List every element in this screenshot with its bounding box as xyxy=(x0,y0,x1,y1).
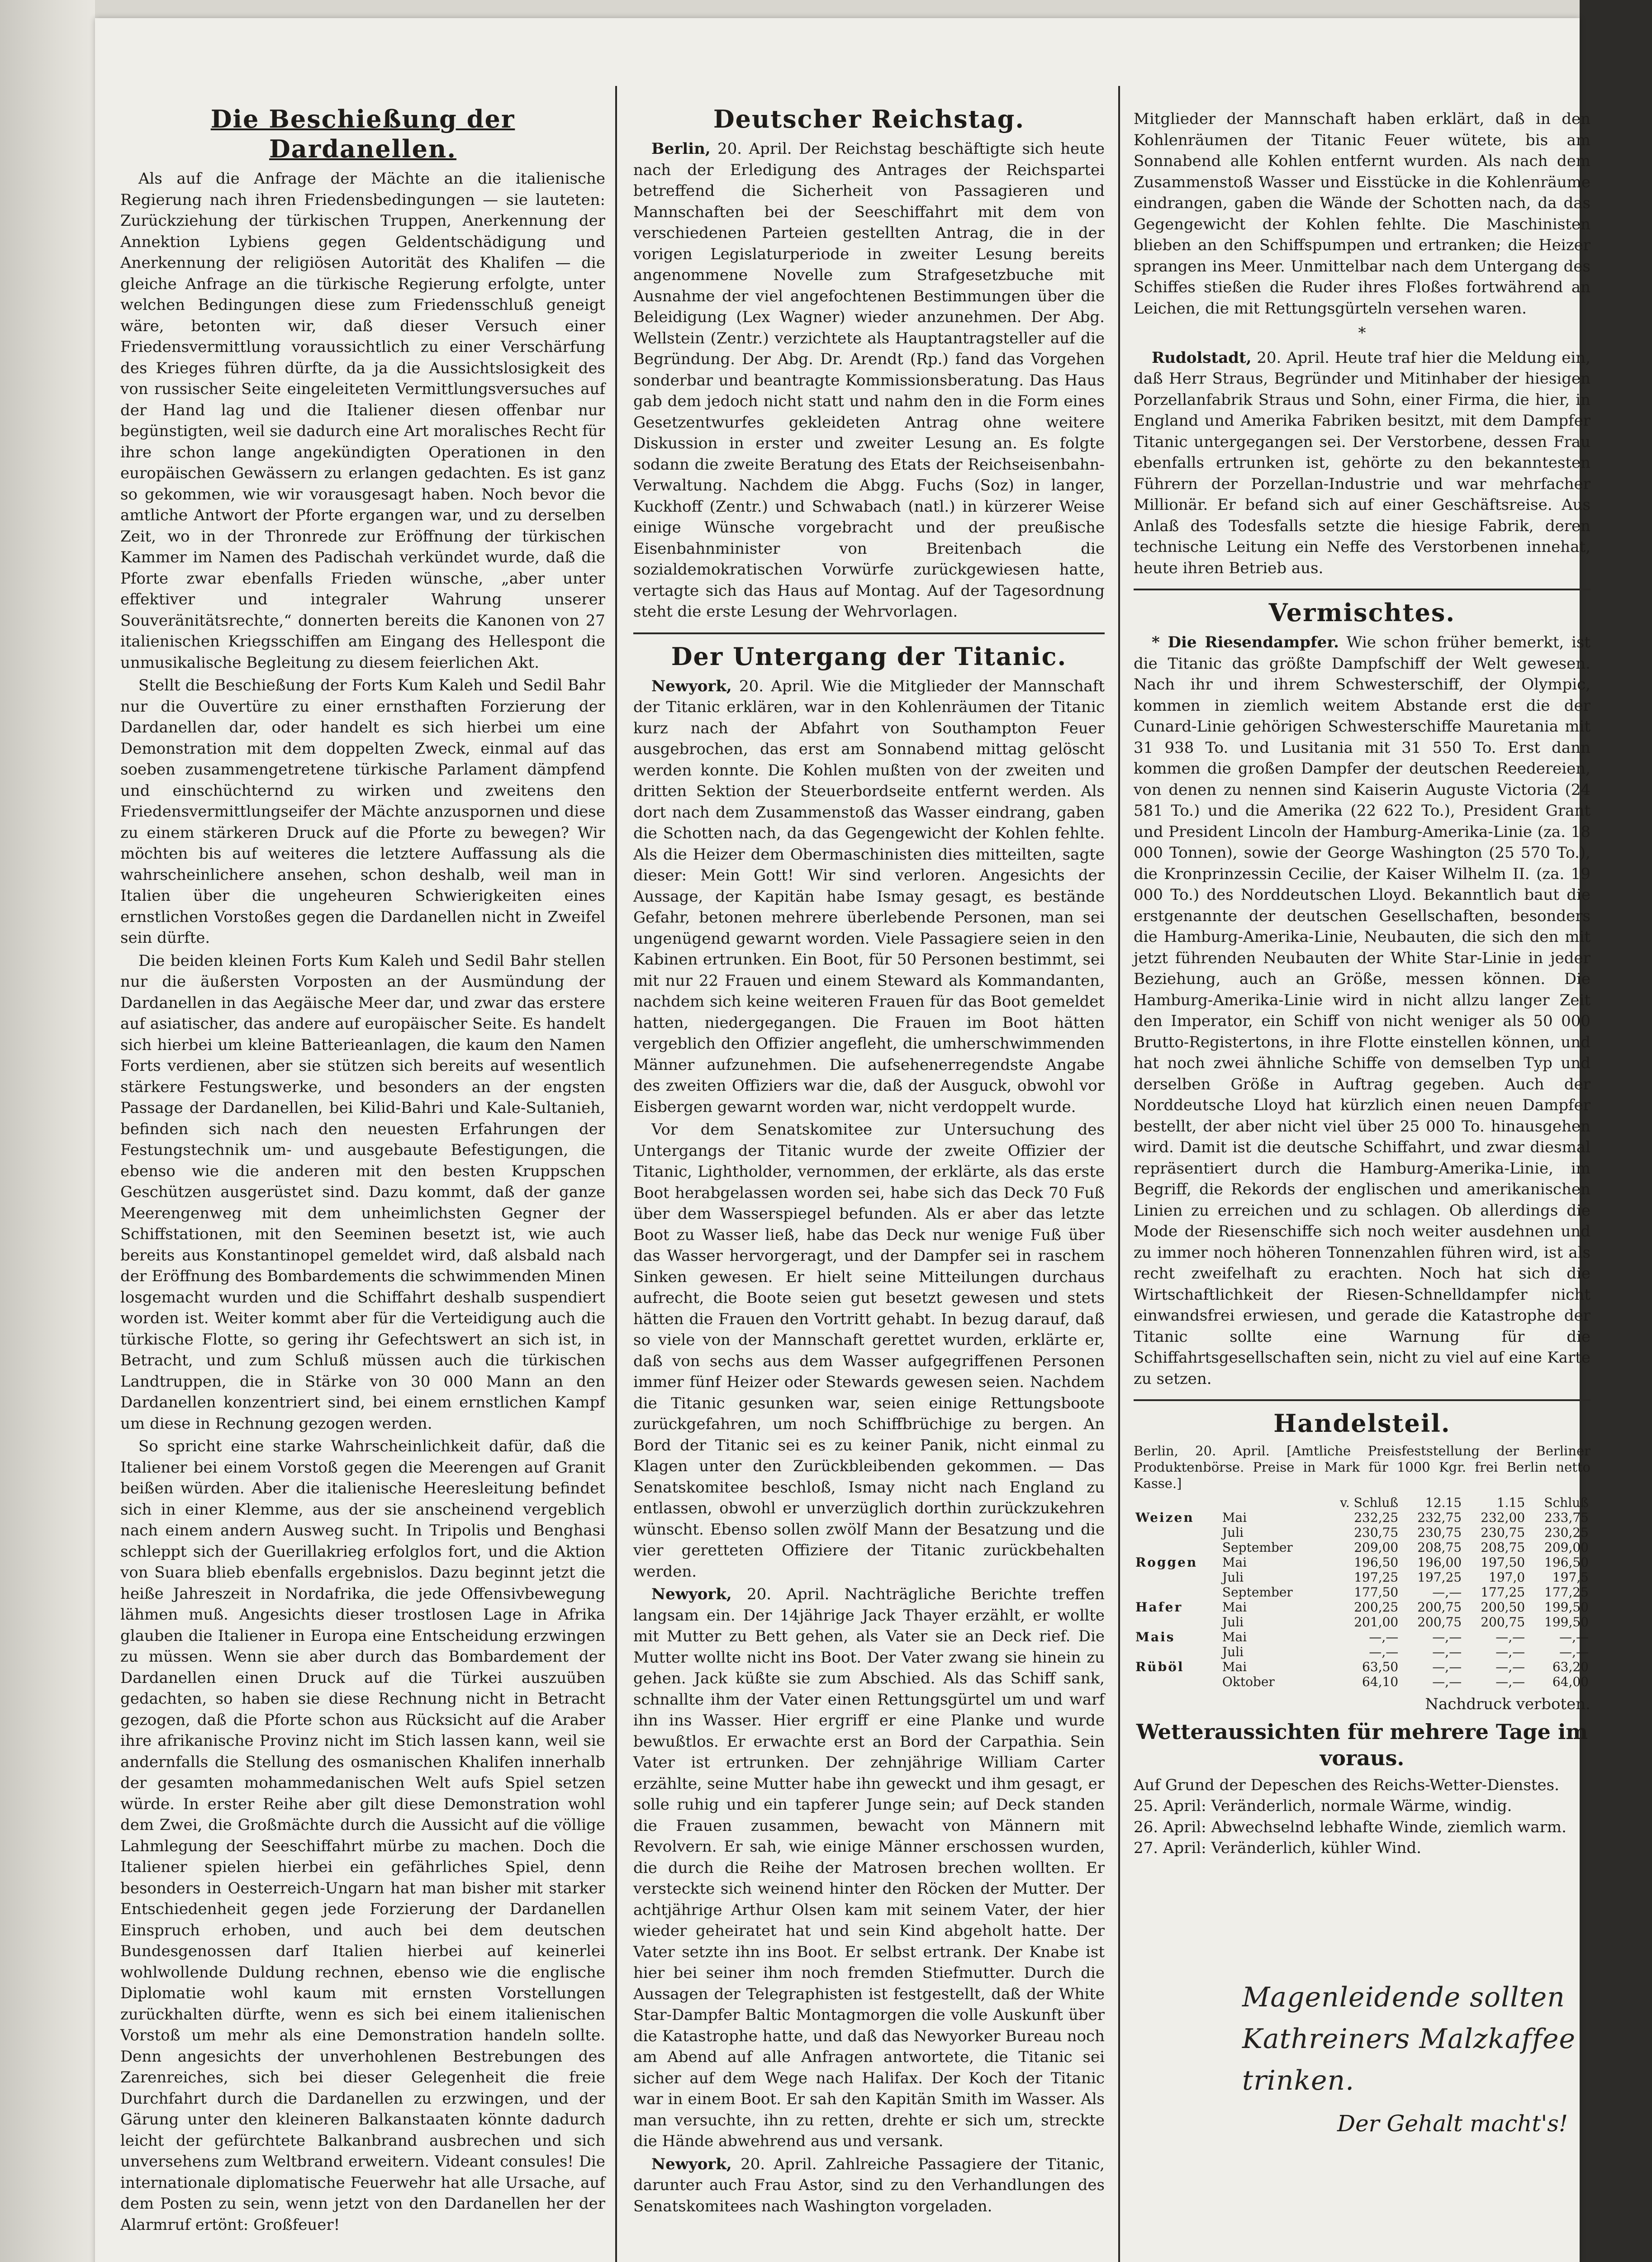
weather-title: Wetteraussichten für mehrere Tage im voraus. xyxy=(1136,1719,1588,1770)
article-paragraph xyxy=(1134,632,1590,1389)
article-title-reichstag: Deutscher Reichstag. xyxy=(713,105,1025,133)
price-table-cell: Juli xyxy=(1222,1525,1244,1540)
price-table-cell xyxy=(1134,1615,1220,1630)
column-dardanellen xyxy=(120,104,605,2262)
section-divider xyxy=(1134,589,1590,590)
price-table-header-cell: v. Schluß xyxy=(1340,1495,1399,1510)
price-table-cell xyxy=(1134,1644,1220,1659)
price-table-cell: 200,50 xyxy=(1481,1600,1525,1615)
price-table-cell: 201,00 xyxy=(1354,1615,1399,1630)
price-table-cell: Mai xyxy=(1222,1630,1247,1644)
price-table-cell: Juli xyxy=(1222,1615,1244,1630)
price-table-cell: 197,25 xyxy=(1417,1570,1462,1585)
price-table-cell: 177,25 xyxy=(1544,1585,1589,1600)
price-table-row xyxy=(1134,1630,1590,1644)
price-table-row xyxy=(1134,1585,1590,1600)
price-table-row xyxy=(1134,1615,1590,1630)
price-table-header-cell xyxy=(1220,1495,1319,1510)
price-table-cell: Mais xyxy=(1135,1630,1175,1644)
price-table-cell: 177,25 xyxy=(1481,1585,1525,1600)
price-table-cell: —,— xyxy=(1495,1659,1525,1674)
price-table-cell: 200,25 xyxy=(1354,1600,1399,1615)
price-table-cell xyxy=(1134,1540,1220,1555)
handwritten-line: Magenleidende sollten xyxy=(1242,1981,1565,2013)
price-table-cell: 233,75 xyxy=(1544,1510,1589,1525)
article-text: 20. April. Nachträgliche Berichte treffen langsam ein. Der 14jährige Jack Thayer erzählt, er wollte mit Mutter zu Bett gehen, als Vater sie an Deck rief. Die Mutter wollte nicht ins Boot. Der Vater zwang sie hinein zu gehen. Jack küßte sie zum Abschied. Als das Schiff sank, schnallte ihm der Vater einen Rettungsgürtel um und warf ihn ins Wasser. Hier ergriff er eine Planke und wurde bewußtlos. Er erwachte erst an Bord der Carpathia. Sein Vater ist ertrunken. Der zehnjährige William Carter erzählte, seine Mutter habe ihn geweckt und ihm gesagt, er solle ruhig und ein tapferer Junge sein; auf Deck standen die Frauen zusammen, bewacht von Männern mit Revolvern. Er sah, wie einige Männer erschossen wurden, die durch die Reihe der Matrosen brechen wollten. Er versteckte sich weinend hinter den Röcken der Mutter. Der achtjährige Arthur Olsen kam mit seinem Vater, der hier wieder geheiratet hat und sein Kind abgeholt hatte. Der Vater setzte ihn ins Boot. Er selbst ertrank. Der Knabe ist hier bei seiner ihm noch fremden Stiefmutter. Durch die Aussagen der Telegraphisten ist festgestellt, daß der White Star-Dampfer Baltic Montagmorgen die volle Auskunft über die Katastrophe hatte, und daß das Newyorker Bureau noch am Abend auf alle Anfragen antwortete, die Titanic sei sicher auf dem Wege nach Halifax. Der Koch der Titanic war in einem Boot. Er sah den Kapitän Smith im Wasser. Als man versuchte, ihn zu retten, drehte er sich um, streckte die Hände abwehrend aus und versank. xyxy=(633,1585,1105,2150)
price-table-cell: —,— xyxy=(1495,1674,1525,1689)
price-table-cell: 208,75 xyxy=(1481,1540,1525,1555)
article-title-vermischtes: Vermischtes. xyxy=(1268,598,1456,627)
price-table xyxy=(1134,1495,1590,1689)
price-table-cell: 197,0 xyxy=(1489,1570,1525,1585)
article-text: 20. April. Zahlreiche Passagiere der Titanic, darunter auch Frau Astor, sind zu den Verhandlungen des Senatskomitees nach Washington vorgeladen. xyxy=(633,2155,1105,2215)
handwritten-line: trinken. xyxy=(1242,2064,1355,2096)
article-text: 20. April. Heute traf hier die Meldung ein, daß Herr Straus, Begründer und Mitinhaber der hiesigen Porzellanfabrik Straus und Sohn, einer Firma, die hier, in England und Amerika Fabriken besitzt, mit dem Dampfer Titanic untergegangen sei. Der Verstorbene, dessen Frau ebenfalls ertrunken ist, gehörte zu den bekanntesten Führern der Porzellan-Industrie und war mehrfacher Millionär. Er befand sich auf einer Geschäftsreise. Aus Anlaß des Todesfalls setzte die hiesige Fabrik, deren technische Leitung ein Neffe des Verstorbenen innehat, heute ihren Betrieb aus. xyxy=(1134,348,1590,577)
article-paragraph: Mitglieder der Mannschaft haben erklärt, daß in den Kohlenräumen der Titanic Feuer wütete, bis am Sonnabend alle Kohlen entfernt wurden. Als nach dem Zusammenstoß Wasser und Eisstücke in die Kohlenräume eindrangen, gaben die Wände der Schotten nach, da das Gegengewicht der Kohlen fehlte. Die Maschinisten blieben an den Schiffspumpen und ertranken; die Heizer sprangen ins Meer. Unmittelbar nach dem Untergang des Schiffes stießen die Ruder ihres Floßes fortwährend an Leichen, die mit Rettungsgürteln versehen waren. xyxy=(1134,110,1590,318)
price-table-cell: —,— xyxy=(1559,1630,1589,1644)
column-vermischtes-handel xyxy=(1134,109,1590,2262)
price-table-cell: 200,75 xyxy=(1481,1615,1525,1630)
article-paragraph xyxy=(633,2154,1105,2217)
weather-line: 25. April: Veränderlich, normale Wärme, windig. xyxy=(1134,1797,1512,1815)
price-table-body xyxy=(1134,1495,1590,1689)
price-table-cell: 232,25 xyxy=(1354,1510,1399,1525)
price-table-header-cell xyxy=(1134,1495,1220,1510)
price-table-header-cell: 1.15 xyxy=(1496,1495,1525,1510)
scan-margin-right xyxy=(1580,0,1652,2262)
price-table-cell: 230,25 xyxy=(1544,1525,1589,1540)
price-table-cell: Oktober xyxy=(1222,1674,1275,1689)
price-table-cell: 64,00 xyxy=(1552,1674,1589,1689)
price-table-cell: 199,50 xyxy=(1544,1615,1589,1630)
price-table-heading xyxy=(1134,1443,1590,1492)
newspaper-page xyxy=(95,18,1590,2262)
dateline: Berlin, xyxy=(651,140,711,158)
price-table-header-row xyxy=(1134,1495,1590,1510)
price-table-cell xyxy=(1134,1585,1220,1600)
dateline: Rudolstadt, xyxy=(1152,348,1252,367)
price-table-cell: 197,25 xyxy=(1354,1570,1399,1585)
column-rule xyxy=(1118,86,1120,2262)
price-table-header-cell: 12.15 xyxy=(1425,1495,1462,1510)
price-table-cell: Juli xyxy=(1222,1644,1244,1659)
price-table-cell: 199,50 xyxy=(1544,1600,1589,1615)
price-table-cell: September xyxy=(1222,1585,1293,1600)
article-title-handelsteil: Handelsteil. xyxy=(1273,1409,1451,1438)
price-table-note: [Amtliche Preisfeststellung der Berliner Produktenbörse. Preise in Mark für 1000 Kgr. frei Berlin netto Kasse.] xyxy=(1134,1443,1590,1491)
price-table-cell: Mai xyxy=(1222,1600,1247,1615)
price-table-cell: 230,75 xyxy=(1417,1525,1462,1540)
article-paragraph xyxy=(1134,347,1590,579)
price-table-cell: 232,00 xyxy=(1481,1510,1525,1525)
price-table-cell: —,— xyxy=(1432,1630,1462,1644)
article-paragraph: So spricht eine starke Wahrscheinlichkeit dafür, daß die Italiener bei einem Vorstoß gegen die Meerengen auf Granit beißen würden. Aber die italienische Heeresleitung befindet sich in einer Klemme, aus der sie anscheinend vergeblich nach einem andern Ausweg sucht. In Tripolis und Benghasi schleppt sich der Guerillakrieg erfolglos fort, und die Aktion von Suara blieb ebenfalls ergebnislos. Dazu beginnt jetzt die heiße Jahreszeit in Nordafrika, die jede Offensivbewegung lähmen muß. Angesichts dieser trostlosen Lage in Afrika glauben die Italiener in Europa eine Entscheidung erzwingen zu müssen. Wenn sie aber durch das Bombardement der Dardanellen einen Druck auf die Türkei auszuüben gedachten, so haben sie diese Rechnung nicht in Betracht gezogen, daß die Pforte schon aus Rücksicht auf die Araber ihre afrikanische Provinz nicht im Stich lassen kann, weil sie andernfalls die Stellung des osmanischen Khalifen innerhalb der gesamten mohammedanischen Welt aufs Spiel setzen würde. In erster Reihe aber gilt diese Demonstration wohl dem Zwei, die Großmächte durch die Aussicht auf die völlige Lahmlegung der Seeschiffahrt mürbe zu machen. Doch die Italiener spielen hierbei ein gefährliches Spiel, denn besonders in Oesterreich-Ungarn hat man bisher mit starker Entschiedenheit gegen jede Forzierung der Dardanellen Einspruch erhoben, und auch bei dem deutschen Bundesgenossen darf Italien hierbei auf keinerlei wohlwollende Duldung rechnen, ebenso wie die englische Diplomatie wohl kaum mit ernsten Vorstellungen zurückhalten dürfte, wenn es sich bei einem italienischen Vorstoß um mehr als eine Demonstration handeln sollte. Denn angesichts der unverhohlenen Bestrebungen des Zarenreiches, sich bei dieser Gelegenheit die freie Durchfahrt durch die Dardanellen zu erzwingen, und der Gärung unter den kleineren Balkanstaaten könnte dadurch leicht der gefürchtete Balkanbrand ausbrechen und sich unversehens zum Weltbrand erweitern. Videant consules! Die internationale diplomatische Feuerwehr hat alle Ursache, auf dem Posten zu sein, wenn jetzt von den Dardanellen her der Alarmruf ertönt: Großfeuer! xyxy=(120,1437,605,2234)
handwritten-signature-line: Der Gehalt macht's! xyxy=(1337,2110,1568,2137)
price-table-cell: 209,00 xyxy=(1544,1540,1589,1555)
price-table-row xyxy=(1134,1510,1590,1525)
weather-line: 27. April: Veränderlich, kühler Wind. xyxy=(1134,1839,1422,1857)
handwritten-line: Kathreiners Malzkaffee xyxy=(1242,2023,1576,2055)
section-divider xyxy=(1134,1399,1590,1401)
price-table-cell: 64,10 xyxy=(1362,1674,1399,1689)
article-text: 20. April. Wie die Mitglieder der Mannschaft der Titanic erklären, war in den Kohlenräumen der Titanic kurz nach der Abfahrt von Southampton Feuer ausgebrochen, das erst am Sonnabend mittag gelöscht werden konnte. Die Kohlen mußten von der zweiten und dritten Sektion der Steuerbordseite entfernt werden. Als dort nach dem Zusammenstoß das Wasser eindrang, gaben die Schotten nach, da das Gegengewicht der Kohlen fehlte. Als die Heizer dem Obermaschinisten dies mitteilten, sagte dieser: Mein Gott! Wir sind verloren. Angesichts der Aussage, der Kapitän habe Ismay gesagt, es bestände Gefahr, betonen mehrere überlebende Personen, man sei ungenügend gewarnt worden. Viele Passagiere seien in den Kabinen ertrunken. Ein Boot, für 50 Personen bestimmt, sei mit nur 22 Frauen und einem Steward als Kommandanten, nachdem sich keine weiteren Frauen für das Boot gemeldet hatten, niedergegangen. Die Frauen im Boot hätten vergeblich den Offizier angefleht, die umherschwimmenden Männer aufzunehmen. Die aufsehenerregendste Angabe des zweiten Offiziers war die, daß der Ausguck, obwohl vor Eisbergen gewarnt worden war, nicht verdoppelt wurde. xyxy=(633,677,1105,1116)
weather-intro: Auf Grund der Depeschen des Reichs-Wetter-Dienstes. xyxy=(1134,1776,1559,1794)
asterisk-separator: * xyxy=(1358,324,1366,342)
price-table-row xyxy=(1134,1644,1590,1659)
price-table-cell: —,— xyxy=(1432,1644,1462,1659)
dateline: Newyork, xyxy=(651,2155,732,2173)
reprint-notice: Nachdruck verboten. xyxy=(1425,1695,1590,1713)
dateline: Newyork, xyxy=(651,677,732,695)
price-table-cell: 177,50 xyxy=(1354,1585,1399,1600)
scan-margin-left xyxy=(0,0,95,2262)
price-table-cell: 209,00 xyxy=(1354,1540,1399,1555)
article-paragraph xyxy=(633,138,1105,623)
price-table-cell: —,— xyxy=(1369,1644,1399,1659)
price-table-row xyxy=(1134,1674,1590,1689)
dateline: Newyork, xyxy=(651,1585,732,1603)
price-table-cell: 196,00 xyxy=(1417,1555,1462,1570)
price-table-cell: Juli xyxy=(1222,1570,1244,1585)
article-paragraph xyxy=(633,1584,1105,2152)
article-title-titanic: Der Untergang der Titanic. xyxy=(671,642,1067,671)
article-paragraph: Die beiden kleinen Forts Kum Kaleh und Sedil Bahr stellen nur die äußersten Vorposten an der Ausmündung der Dardanellen in das Aegäische Meer dar, und zwar das erstere auf asiatischer, das andere auf europäischer Seite. Es handelt sich hierbei um kleine Batterieanlagen, die kaum den Namen Forts verdienen, aber sie stützen sich bereits auf wesentlich stärkere Festungswerke, und besonders an der engsten Passage der Dardanellen, bei Kilid-Bahri und Kale-Sultanieh, befinden sich nach den neuesten Erfahrungen der Festungstechnik um- und ausgebaute Befestigungen, die ebenso wie die anderen mit den besten Kruppschen Geschützen ausgerüstet sind. Dazu kommt, daß der ganze Meerengenweg mit dem unheimlichsten Gegner der Schiffstationen, mit den Seeminen besetzt ist, wie auch bereits aus Konstantinopel gemeldet wird, daß alsbald nach der Eröffnung des Bombardements die schwimmenden Minen losgemacht wurden und die Schiffahrt deshalb suspendiert worden ist. Weiter kommt aber für die Verteidigung auch die türkische Flotte, so gering ihr Gefechtswert an sich ist, in Betracht, und zum Schluß müssen auch die türkischen Landtruppen, die in Stärke von 30 000 Mann an den Dardanellen konzentriert sind, bei einem ernstlichen Kampf um diese in Rechnung gezogen werden. xyxy=(120,951,605,1433)
price-table-cell: 197,50 xyxy=(1481,1555,1525,1570)
price-table-cell: 197,5 xyxy=(1552,1570,1589,1585)
price-table-cell: Hafer xyxy=(1135,1600,1183,1615)
price-table-cell: 63,20 xyxy=(1552,1659,1589,1674)
article-paragraph: Vor dem Senatskomitee zur Untersuchung des Untergangs der Titanic wurde der zweite Offizier der Titanic, Lightholder, vernommen, der erklärte, als das erste Boot herabgelassen worden sei, habe sich das Deck 70 Fuß über dem Wasserspiegel befunden. Als er aber das letzte Boot zu Wasser ließ, habe das Deck nur wenige Fuß über das Wasser hervorgeragt, und der Dampfer sei in raschem Sinken gewesen. Er hielt seine Mitteilungen durchaus aufrecht, die Boote seien gut besetzt gewesen und stets hätten die Frauen den Vortritt gehabt. In bezug darauf, daß so viele von der Mannschaft gerettet wurden, erklärte er, daß von sechs aus dem Wasser aufgegriffenen Personen immer fünf Heizer oder Stewards gewesen seien. Nachdem die Titanic gesunken war, seien einige Rettungsboote zurückgefahren, um noch Schiffbrüchige zu bergen. An Bord der Titanic sei es zu keiner Panik, nicht einmal zu Klagen unter den Zurückbleibenden gekommen. — Das Senatskomitee beschloß, Ismay nicht nach England zu entlassen, obwohl er unverzüglich dorthin zurückzukehren wünscht. Ebenso sollen zwölf Mann der Besatzung und die vier geretteten Offiziere der Titanic zurückbehalten werden. xyxy=(633,1121,1105,1581)
article-text: 20. April. Der Reichstag beschäftigte sich heute nach der Erledigung des Antrages der Reichspartei betreffend die Sicherheit von Passagieren und Mannschaften bei der Seeschiffahrt mit dem von verschiedenen Parteien gestellten Antrag, die in der vorigen Legislaturperiode in zweiter Lesung bereits angenommene Novelle zum Strafgesetzbuche mit Ausnahme der viel angefochtenen Bestimmungen über die Beleidigung (Lex Wagner) wieder anzunehmen. Der Abg. Wellstein (Zentr.) verzichtete als Hauptantragsteller auf die Begründung. Der Abg. Dr. Arendt (Rp.) fand das Vorgehen sonderbar und beantragte Kommissionsberatung. Das Haus gab dem jedoch nicht statt und nahm den in die Form eines Gesetzentwurfes gekleideten Antrag ohne weitere Diskussion in erster und zweiter Lesung an. Es folgte sodann die zweite Beratung des Etats der Reichseisenbahn-Verwaltung. Nachdem die Abgg. Fuchs (Soz) in langer, Kuckhoff (Zentr.) und Schwabach (natl.) in kürzerer Weise einige Wünsche vorgebracht und der preußische Eisenbahnminister von Breitenbach die sozialdemokratischen Vorwürfe zurückgewiesen hatte, vertagte sich das Haus auf Montag. Auf der Tagesordnung steht die erste Lesung der Wehrvorlagen. xyxy=(633,140,1105,621)
price-table-cell xyxy=(1134,1570,1220,1585)
price-table-row xyxy=(1134,1540,1590,1555)
price-table-cell: Mai xyxy=(1222,1555,1247,1570)
price-table-cell: 200,75 xyxy=(1417,1615,1462,1630)
article-paragraph: Als auf die Anfrage der Mächte an die italienische Regierung nach ihren Friedensbedingungen — sie lauteten: Zurückziehung der türkischen Truppen, Anerkennung der Annektion Lybiens gegen Geldentschädigung und Anerkennung der religiösen Autorität des Khalifen — die gleiche Anfrage an die türkische Regierung erfolgte, unter welchen Bedingungen diese zum Friedensschluß geneigt wäre, betonten wir, daß dieser Versuch einer Friedensvermittlung voraussichtlich zu einer Verschärfung des Krieges führen dürfte, da ja die Aussichtslosigkeit des von russischer Seite eingeleiteten Vermittlungsversuches auf der Hand lag und die Italiener diesen offenbar nur begünstigten, weil sie dadurch eine Art moralisches Recht für ihre schon lange angekündigten Operationen in den europäischen Gewässern zu erlangen gedachten. Es ist ganz so gekommen, wie wir vorausgesagt haben. Noch bevor die amtliche Antwort der Pforte ergangen war, und zu derselben Zeit, wo in der Thronrede zur Eröffnung der türkischen Kammer im Namen des Padischah verkündet wurde, daß die Pforte zwar ebenfalls Frieden wünsche, „aber unter effektiver und integraler Wahrung unserer Souveränitätsrechte,“ donnerten bereits die Kanonen von 27 italienischen Kriegsschiffen am Eingang des Hellespont die unmusikalische Begleitung zu diesem feierlichen Akt. xyxy=(120,170,605,672)
price-table-row xyxy=(1134,1570,1590,1585)
price-table-cell: Roggen xyxy=(1135,1555,1198,1570)
section-divider xyxy=(633,632,1105,634)
price-table-cell: —,— xyxy=(1559,1644,1589,1659)
price-table-row xyxy=(1134,1659,1590,1674)
price-table-cell: 232,75 xyxy=(1417,1510,1462,1525)
price-table-cell xyxy=(1134,1674,1220,1689)
price-table-cell: 196,50 xyxy=(1354,1555,1399,1570)
price-table-cell: 196,50 xyxy=(1544,1555,1589,1570)
weather-line: 26. April: Abwechselnd lebhafte Winde, ziemlich warm. xyxy=(1134,1818,1567,1836)
article-paragraph: Stellt die Beschießung der Forts Kum Kaleh und Sedil Bahr nur die Ouvertüre zu einer ernsthaften Forzierung der Dardanellen dar, oder handelt es sich hierbei um eine Demonstration mit dem doppelten Zweck, einmal auf das soeben zusammengetretene türkische Parlament dämpfend und einschüchternd zu wirken und zweitens den Friedensvermittlungseifer der Mächte anzuspornen und diese zu einem stärkeren Druck auf die Pforte zu bewegen? Wir möchten bis auf weiteres die letztere Auffassung als die wahrscheinlichere ansehen, schon deshalb, weil man in Italien über die ungeheuren Schwierigkeiten eines ernstlichen Vorstoßes gegen die Dardanellen nicht in Zweifel sein dürfte. xyxy=(120,676,605,947)
article-text: Wie schon früher bemerkt, ist die Titanic das größte Dampfschiff der Welt gewesen. Nach ihr und ihrem Schwesterschiff, der Olympic, kommen in ziemlich weitem Abstande erst die der Cunard-Linie gehörigen Schwesterschiffe Mauretania mit 31 938 To. und Lusitania mit 31 550 To. Erst dann kommen die großen Dampfer der deutschen Reedereien, von denen zu nennen sind Kaiserin Auguste Victoria (24 581 To.) und die Amerika (22 622 To.), President Grant und President Lincoln der Hamburg-Amerika-Linie (za. 18 000 Tonnen), sowie der George Washington (25 570 To.), die Kronprinzessin Cecilie, der Kaiser Wilhelm II. (za. 19 000 To.) des Norddeutschen Lloyd. Bekanntlich baut die erstgenannte der deutschen Gesellschaften, besonders die Hamburg-Amerika-Linie, Neubauten, die sich den mit jetzt führenden Neubauten der White Star-Linie in jeder Beziehung, auch an Größe, messen können. Die Hamburg-Amerika-Linie wird in nicht allzu langer Zeit den Imperator, ein Schiff von nicht weniger als 50 000 Brutto-Registertons, in ihre Flotte einstellen können, und hat noch zwei ähnliche Schiffe von demselben Typ und derselben Größe in Auftrag gegeben. Auch der Norddeutsche Lloyd hat kürzlich einen neuen Dampfer bestellt, der aber nicht viel über 25 000 To. hinausgehen wird. Damit ist die deutsche Schiffahrt, und zwar diesmal repräsentiert durch die Hamburg-Amerika-Linie, im Begriff, die Rekords der englischen und amerikanischen Linien zu erreichen und zu schlagen. Ob allerdings die Mode der Riesenschiffe sich noch weiter ausdehnen und zu immer noch höheren Tonnenzahlen führen wird, ist als recht zweifelhaft zu erachten. Noch hat sich die Wirtschaftlichkeit der Riesen-Schnelldampfer nicht einwandsfrei erwiesen, und gerade die Katastrophe der Titanic sollte eine Warnung für die Schiffahrtsgesellschaften sein, nicht zu viel auf eine Karte zu setzen. xyxy=(1134,633,1590,1388)
price-table-cell: 200,75 xyxy=(1417,1600,1462,1615)
price-table-cell: Mai xyxy=(1222,1510,1247,1525)
price-table-dateline: Berlin, 20. April. xyxy=(1134,1443,1270,1459)
column-rule xyxy=(615,86,617,2262)
price-table-cell: 230,75 xyxy=(1481,1525,1525,1540)
price-table-cell: —,— xyxy=(1432,1659,1462,1674)
price-table-cell: —,— xyxy=(1432,1674,1462,1689)
price-table-cell: —,— xyxy=(1432,1585,1462,1600)
price-table-cell: 208,75 xyxy=(1417,1540,1462,1555)
price-table-cell: —,— xyxy=(1495,1644,1525,1659)
price-table-cell: 230,75 xyxy=(1354,1525,1399,1540)
column-reichstag-titanic xyxy=(633,104,1105,2262)
article-title-dardanellen: Die Beschießung der Dardanellen. xyxy=(210,105,515,163)
weather-section xyxy=(1134,1719,1590,1859)
price-table-row xyxy=(1134,1600,1590,1615)
price-table-row xyxy=(1134,1525,1590,1540)
price-table-cell: September xyxy=(1222,1540,1293,1555)
price-table-cell: —,— xyxy=(1369,1630,1399,1644)
price-table-cell xyxy=(1134,1525,1220,1540)
handwritten-note xyxy=(1242,1977,1590,2101)
article-paragraph xyxy=(633,676,1105,1118)
dateline: * Die Riesendampfer. xyxy=(1152,633,1339,651)
price-table-cell: Mai xyxy=(1222,1659,1247,1674)
price-table-cell: 63,50 xyxy=(1362,1659,1399,1674)
price-table-row xyxy=(1134,1555,1590,1570)
price-table-header-cell: Schluß xyxy=(1544,1495,1589,1510)
price-table-cell: —,— xyxy=(1495,1630,1525,1644)
price-table-cell: Weizen xyxy=(1135,1510,1194,1525)
price-table-cell: Rüböl xyxy=(1135,1659,1184,1674)
